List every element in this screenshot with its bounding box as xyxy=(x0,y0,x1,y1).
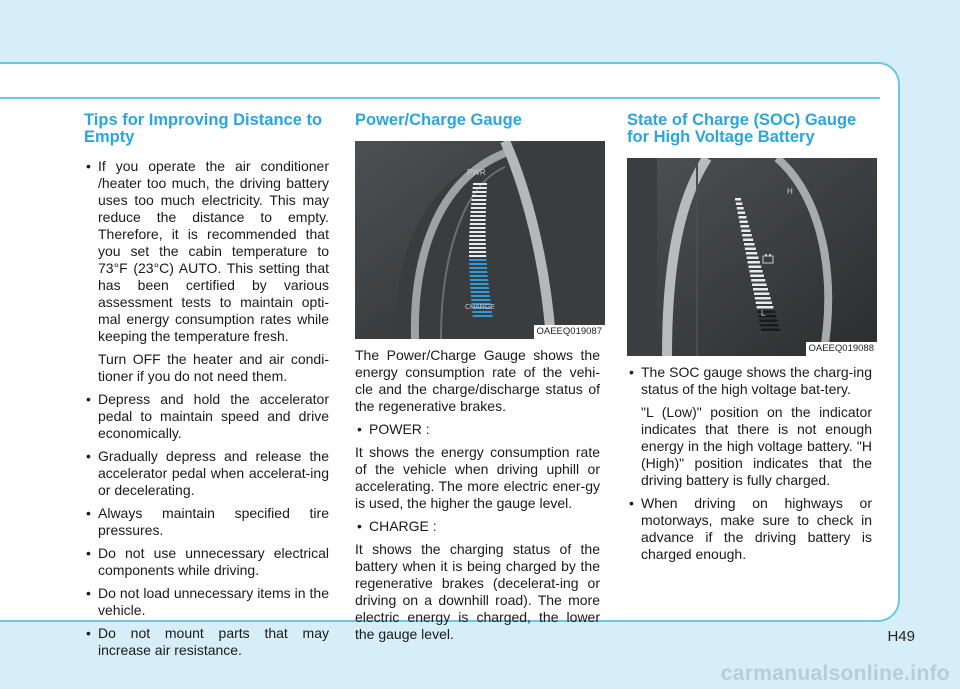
power-description: It shows the energy consumption rate of the vehicle when driving uphill or accelerating. The more electric ener-gy is used, the higher the gauge level. xyxy=(355,444,600,511)
bullet-icon: • xyxy=(357,421,362,437)
gauge-segment xyxy=(471,295,490,297)
gauge-segment xyxy=(761,329,780,332)
gauge-segment xyxy=(471,299,490,301)
power-charge-column xyxy=(355,112,600,649)
gauge-segment xyxy=(471,207,486,209)
gauge-segment xyxy=(740,221,748,224)
tips-column xyxy=(84,112,329,665)
list-item: • Depress and hold the accelerator pedal to maintain speed and drive economically. xyxy=(86,391,329,441)
gauge-segment xyxy=(738,212,745,215)
gauge-segment xyxy=(470,287,489,289)
power-charge-heading: Power/Charge Gauge xyxy=(355,111,522,129)
gauge-segment xyxy=(470,283,489,285)
bullet-icon: • xyxy=(86,158,91,174)
gauge-segment xyxy=(736,203,742,206)
gauge-segment xyxy=(469,271,487,273)
gauge-segment xyxy=(740,225,749,228)
list-item: • Always maintain specified tire pressures. xyxy=(86,505,329,538)
gauge-segment xyxy=(470,275,488,277)
soc-gauge-illustration xyxy=(627,158,877,356)
gauge-segment xyxy=(471,203,486,205)
gauge-segment xyxy=(745,248,756,251)
bullet-icon: • xyxy=(86,625,91,641)
gauge-segment xyxy=(472,199,487,201)
gauge-segment xyxy=(735,198,741,201)
watermark: carmanualsonline.info xyxy=(720,662,950,685)
gauge-segment xyxy=(469,243,486,245)
gauge-segment xyxy=(469,235,485,237)
gauge-segment xyxy=(470,215,485,217)
list-item: • The SOC gauge shows the charg-ing status of the high voltage bat-tery. xyxy=(629,364,872,397)
bullet-icon: • xyxy=(629,495,634,511)
list-item: • Do not load unnecessary items in the vehicle. xyxy=(86,585,329,618)
gauge-segment xyxy=(469,255,486,257)
gauge-segment xyxy=(469,247,486,249)
soc-high-label: H xyxy=(787,187,793,196)
gauge-segment xyxy=(469,263,487,265)
list-item: • When driving on highways or motorways, make sure to check in advance if the driving battery is charged enough. xyxy=(629,495,872,562)
gauge-segment xyxy=(749,266,762,269)
gauge-segment xyxy=(469,239,486,241)
gauge-segment xyxy=(470,219,486,221)
gauge-segment xyxy=(755,297,771,300)
list-item: • POWER : xyxy=(357,421,430,437)
gauge-segment xyxy=(473,315,493,317)
gauge-segment xyxy=(472,191,486,193)
list-item-continuation: Turn OFF the heater and air condi-tioner if you do not need them. xyxy=(98,351,329,384)
gauge-segment xyxy=(469,231,485,233)
list-item: • Gradually depress and release the accelerator pedal when accelerat-ing or decelerating. xyxy=(86,448,329,498)
gauge-segment xyxy=(473,183,487,185)
gauge-segment xyxy=(759,320,777,323)
power-charge-intro: The Power/Charge Gauge shows the energy consumption rate of the vehi-cle and the charge/discharge status of the regenerative brakes. xyxy=(355,347,600,414)
soc-low-label: L xyxy=(761,309,766,318)
header-rule xyxy=(0,97,880,99)
charge-description: It shows the charging status of the battery when it is being charged by the regenerative brakes (decelerat-ing or driving on a downhill road). The more electric energy is charged, the lower the gauge level. xyxy=(355,541,600,642)
gauge-segment xyxy=(744,243,755,246)
gauge-segment xyxy=(749,270,762,273)
gauge-segment xyxy=(760,324,779,327)
list-item: • If you operate the air conditioner /heater too much, the driving battery uses too much electricity. This may reduce the distance to empty. Therefore, it is recommended that you set the cabin temperature to 73°F (23°C) AUTO. This setting that has been certified by various assessment tests to maintain opti-mal energy consumption rates while keeping the temperature fresh. xyxy=(86,158,329,344)
bullet-icon: • xyxy=(86,505,91,521)
gauge-segment xyxy=(752,284,767,287)
tips-heading: Tips for Improving Distance to Empty xyxy=(84,111,323,146)
soc-heading: State of Charge (SOC) Gauge for High Voltage Battery xyxy=(627,111,857,146)
power-charge-gauge-illustration xyxy=(355,141,605,339)
gauge-segment xyxy=(472,311,492,313)
gauge-segment xyxy=(756,302,772,305)
gauge-segment xyxy=(750,275,764,278)
gauge-segment xyxy=(471,211,486,213)
gauge-segment xyxy=(470,223,486,225)
list-item: • Do not use unnecessary electrical components while driving. xyxy=(86,545,329,578)
list-item: • CHARGE : xyxy=(357,518,437,534)
bullet-icon: • xyxy=(86,448,91,464)
gauge-segment xyxy=(746,252,757,255)
bullet-icon: • xyxy=(629,364,634,380)
bullet-icon: • xyxy=(86,545,91,561)
bullet-icon: • xyxy=(357,518,362,534)
soc-gauge-figure xyxy=(627,158,877,356)
charge-label: CHARGE xyxy=(465,304,495,311)
gauge-segment xyxy=(469,259,486,261)
gauge-segment xyxy=(473,187,487,189)
soc-column xyxy=(627,112,872,569)
gauge-segment xyxy=(742,234,752,237)
gauge-segment xyxy=(471,291,490,293)
bullet-icon: • xyxy=(86,391,91,407)
figure-code: OAEEQ019087 xyxy=(534,325,606,339)
gauge-segment xyxy=(739,216,747,219)
gauge-segment xyxy=(743,239,753,242)
bullet-icon: • xyxy=(86,585,91,601)
list-item-continuation: "L (Low)" position on the indicator indicates that there is not enough energy in the high voltage battery. "H (High)" position indicates that the driving battery is fully charged. xyxy=(641,404,872,488)
gauge-segment xyxy=(469,267,487,269)
list-item: • Do not mount parts that may increase air resistance. xyxy=(86,625,329,658)
gauge-segment xyxy=(751,279,765,282)
gauge-segment xyxy=(741,230,750,233)
figure-code: OAEEQ019088 xyxy=(806,342,878,356)
gauge-segment xyxy=(753,288,768,291)
gauge-segment xyxy=(470,279,488,281)
gauge-segment xyxy=(469,251,486,253)
page-number: H49 xyxy=(887,628,915,645)
gauge-segment xyxy=(754,293,769,296)
pwr-label: PWR xyxy=(467,168,486,177)
gauge-segment xyxy=(737,207,744,210)
gauge-segment xyxy=(472,195,487,197)
power-charge-gauge-figure xyxy=(355,141,605,339)
gauge-segment xyxy=(747,257,759,260)
gauge-segment xyxy=(748,261,760,264)
gauge-segment xyxy=(470,227,486,229)
